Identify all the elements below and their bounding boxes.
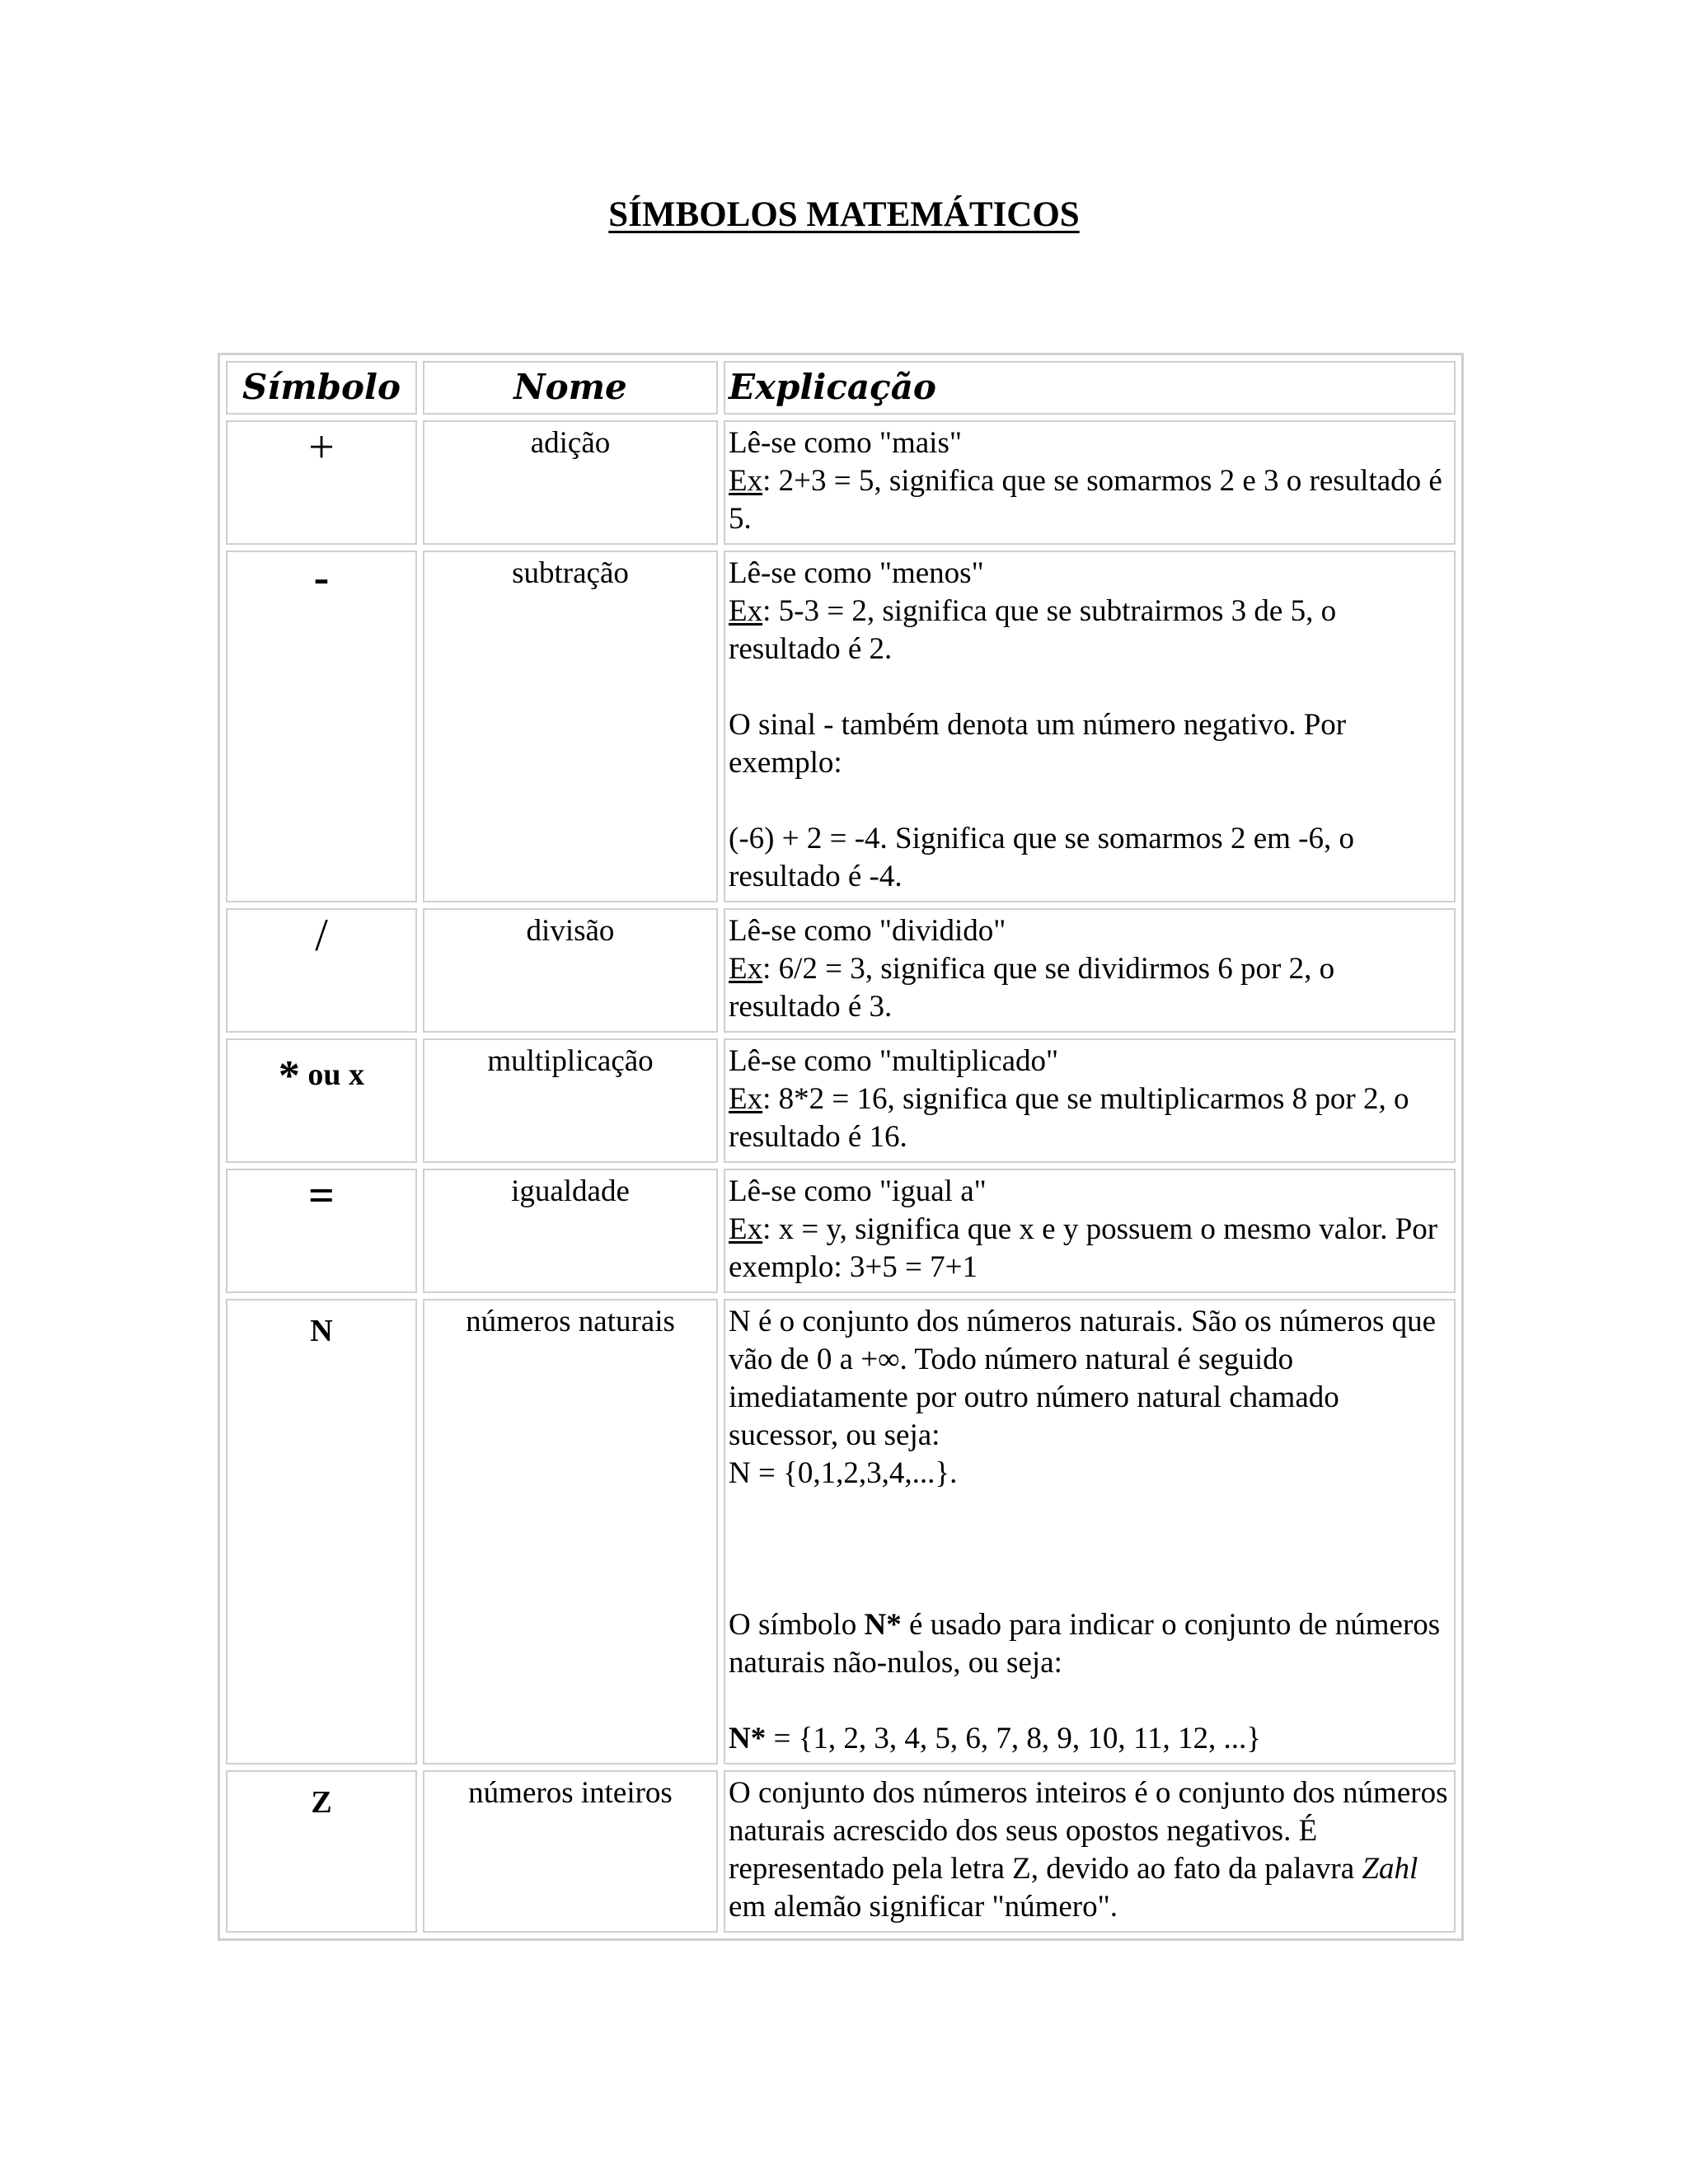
table-row <box>226 1299 1456 1765</box>
name-cell: subtração <box>423 551 718 902</box>
name-cell: números naturais <box>423 1299 718 1765</box>
ex-label: Ex <box>729 1212 763 1246</box>
extra-paragraph: (-6) + 2 = -4. Significa que se somarmos 2 em -6, o resultado é -4. <box>729 822 1354 893</box>
symbols-table <box>218 353 1464 1941</box>
table-row <box>226 420 1456 545</box>
text-run-bold: N* <box>729 1722 767 1755</box>
explanation-cell <box>724 908 1456 1033</box>
example <box>729 1211 1451 1286</box>
ex-label: Ex <box>729 952 763 986</box>
reads-as: Lê-se como "igual a" <box>729 1174 987 1208</box>
minus-symbol: - <box>313 552 330 603</box>
example-text: : 8*2 = 16, significa que se multiplicarmos 8 por 2, o resultado é 16. <box>729 1082 1409 1154</box>
explanation-cell <box>724 551 1456 902</box>
text-run: = {1, 2, 3, 4, 5, 6, 7, 8, 9, 10, 11, 12, ...} <box>766 1722 1261 1755</box>
example-text: : 5-3 = 2, significa que se subtrairmos 3 de 5, o resultado é 2. <box>729 594 1337 666</box>
symbol-rest: ou x <box>299 1057 365 1092</box>
naturals-symbol: N <box>310 1314 333 1348</box>
text-run: O símbolo <box>729 1608 865 1642</box>
ex-label: Ex <box>729 464 763 498</box>
extra-paragraph: O sinal - também denota um número negativo. Por exemplo: <box>729 708 1347 780</box>
explanation-cell <box>724 420 1456 545</box>
plus-symbol: + <box>308 422 335 473</box>
name-cell: multiplicação <box>423 1038 718 1163</box>
nonzero-paragraph <box>729 1606 1451 1682</box>
table-header-row <box>226 361 1456 415</box>
name-cell: divisão <box>423 908 718 1033</box>
table-row <box>226 1038 1456 1163</box>
text-run: em alemão significar "número". <box>729 1890 1118 1924</box>
example-text: : 6/2 = 3, significa que se dividirmos 6 por 2, o resultado é 3. <box>729 952 1335 1024</box>
header-explicacao: Explicação <box>724 361 1456 415</box>
example-text: : 2+3 = 5, significa que se somarmos 2 e 3 o resultado é 5. <box>729 464 1442 536</box>
text-run: é usado para indicar o conjunto de números naturais não-nulos, ou seja: <box>729 1608 1441 1680</box>
header-simbolo: Símbolo <box>226 361 417 415</box>
set-notation <box>729 1720 1451 1758</box>
integers-symbol: Z <box>311 1785 332 1820</box>
symbol-cell <box>226 1169 417 1293</box>
reads-as: Lê-se como "multiplicado" <box>729 1044 1059 1078</box>
text-run: O conjunto dos números inteiros é o conjunto dos números naturais acrescido dos seus opostos negativos. É representado pela letra Z, devido ao fato da palavra <box>729 1776 1448 1886</box>
explanation-cell <box>724 1770 1456 1933</box>
symbol-cell <box>226 420 417 545</box>
symbol-cell <box>226 1299 417 1765</box>
name-cell: igualdade <box>423 1169 718 1293</box>
text-run-bold: N* <box>864 1608 902 1642</box>
symbol-cell <box>226 1038 417 1163</box>
star-symbol: * <box>278 1052 300 1099</box>
ex-label: Ex <box>729 1082 763 1116</box>
page-title: SÍMBOLOS MATEMÁTICOS <box>608 195 1080 234</box>
symbol-cell <box>226 551 417 902</box>
table-row <box>226 1169 1456 1293</box>
definition-paragraph <box>729 1774 1451 1926</box>
example-text: : x = y, significa que x e y possuem o mesmo valor. Por exemplo: 3+5 = 7+1 <box>729 1212 1438 1284</box>
table-row <box>226 551 1456 902</box>
set-notation: N = {0,1,2,3,4,...}. <box>729 1456 958 1490</box>
name-cell: adição <box>423 420 718 545</box>
equals-symbol: = <box>308 1170 335 1221</box>
symbol-cell <box>226 908 417 1033</box>
example <box>729 950 1451 1026</box>
reads-as: Lê-se como "mais" <box>729 426 962 460</box>
definition-paragraph: N é o conjunto dos números naturais. São os números que vão de 0 a +∞. Todo número natural é seguido imediatamente por outro número natural chamado sucessor, ou seja: <box>729 1305 1437 1452</box>
table-row <box>226 1770 1456 1933</box>
text-run-italic: Zahl <box>1362 1852 1418 1886</box>
name-cell: números inteiros <box>423 1770 718 1933</box>
symbols-table-wrapper <box>218 353 1464 1941</box>
example <box>729 593 1451 668</box>
header-nome: Nome <box>423 361 718 415</box>
example <box>729 1080 1451 1156</box>
table-row <box>226 908 1456 1033</box>
explanation-cell <box>724 1038 1456 1163</box>
explanation-cell <box>724 1169 1456 1293</box>
symbol-cell <box>226 1770 417 1933</box>
reads-as: Lê-se como "menos" <box>729 556 984 590</box>
ex-label: Ex <box>729 594 763 628</box>
example <box>729 462 1451 538</box>
explanation-cell <box>724 1299 1456 1765</box>
slash-symbol: / <box>315 910 328 961</box>
reads-as: Lê-se como "dividido" <box>729 914 1006 948</box>
